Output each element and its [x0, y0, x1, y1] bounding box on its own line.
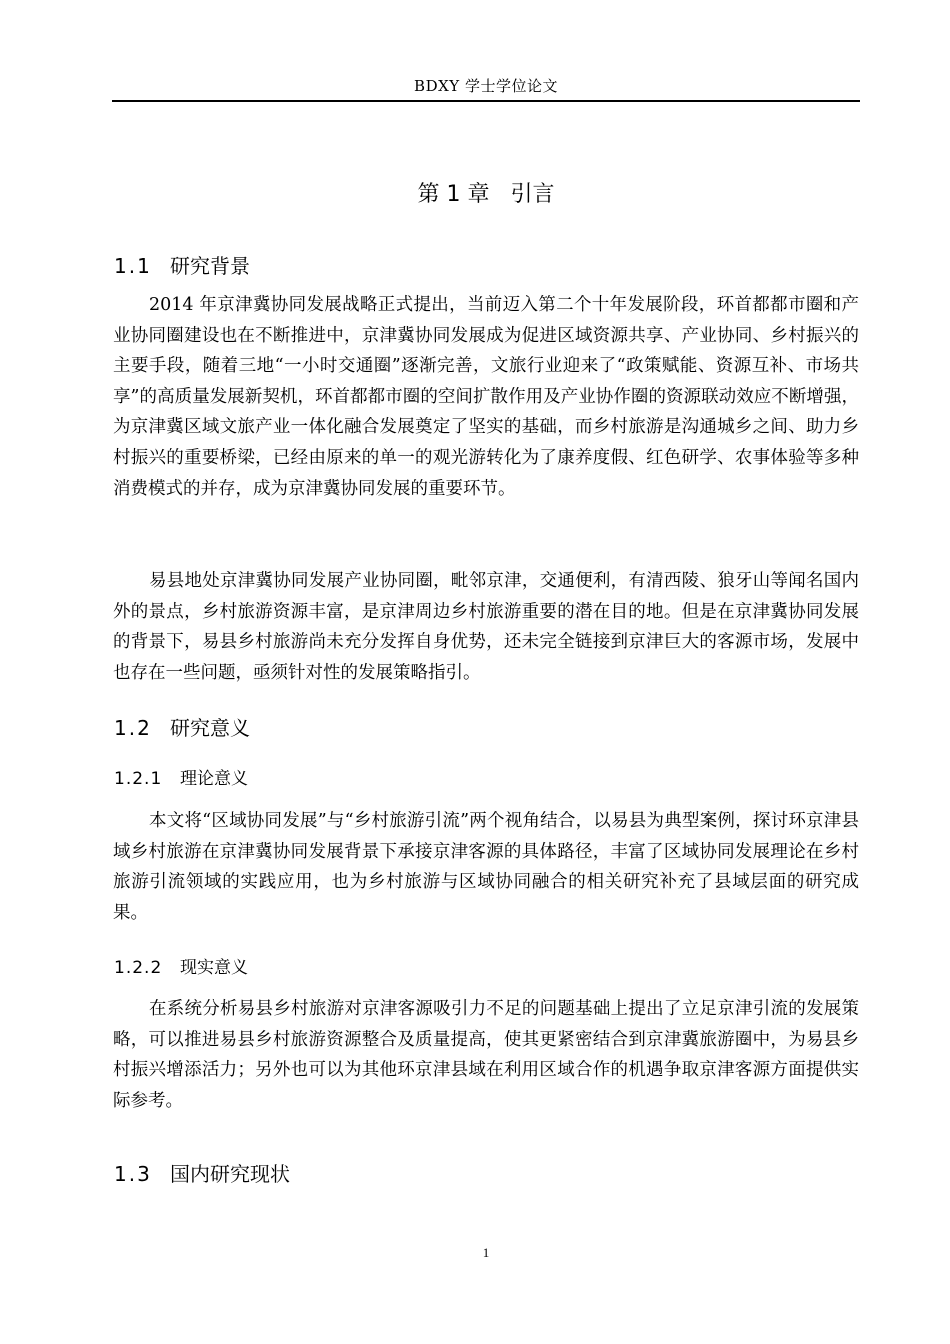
section-title: 研究背景: [170, 254, 250, 278]
subsection-number: 1.2.1: [114, 769, 163, 789]
section-title: 国内研究现状: [170, 1162, 290, 1186]
subsection-title: 理论意义: [180, 769, 248, 789]
section-number: 1.2: [114, 716, 152, 740]
section-heading-1-3: [114, 1161, 290, 1187]
section-heading-1-2: [114, 715, 250, 741]
paragraph-practical-significance: 在系统分析易县乡村旅游对京津客源吸引力不足的问题基础上提出了立足京津引流的发展策略，可以推进易县乡村旅游资源整合及质量提高，使其更紧密结合到京津冀旅游圈中，为易县乡村振兴增添活力；另外也可以为其他环京津县域在利用区域合作的机遇争取京津客源方面提供实际参考。: [113, 999, 859, 1111]
subsection-heading-1-2-1: [114, 767, 248, 791]
paragraph-theoretical-significance: 本文将“区域协同发展”与“乡村旅游引流”两个视角结合，以易县为典型案例，探讨环京津县域乡村旅游在京津冀协同发展背景下承接京津客源的具体路径，丰富了区域协同发展理论在乡村旅游引流领域的实践应用，也为乡村旅游与区域协同融合的相关研究补充了县域层面的研究成果。: [113, 811, 859, 923]
chapter-title: 第 1 章 引言: [417, 182, 555, 207]
page-number: 1: [482, 1245, 490, 1260]
header-rule: [112, 100, 860, 102]
subsection-title: 现实意义: [180, 958, 248, 978]
section-number: 1.1: [114, 254, 152, 278]
subsection-heading-1-2-2: [114, 956, 248, 980]
paragraph-background-2: 易县地处京津冀协同发展产业协同圈，毗邻京津，交通便利，有清西陵、狼牙山等闻名国内外的景点，乡村旅游资源丰富，是京津周边乡村旅游重要的潜在目的地。但是在京津冀协同发展的背景下，易县乡村旅游尚未充分发挥自身优势，还未完全链接到京津巨大的客源市场，发展中也存在一些问题，亟须针对性的发展策略指引。: [113, 571, 859, 683]
paragraph-background-1: 2014 年京津冀协同发展战略正式提出，当前迈入第二个十年发展阶段，环首都都市圈和产业协同圈建设也在不断推进中，京津冀协同发展成为促进区域资源共享、产业协同、乡村振兴的主要手段，随着三地“一小时交通圈”逐渐完善，文旅行业迎来了“政策赋能、资源互补、市场共享”的高质量发展新契机，环首都都市圈的空间扩散作用及产业协作圈的资源联动效应不断增强，为京津冀区域文旅产业一体化融合发展奠定了坚实的基础，而乡村旅游是沟通城乡之间、助力乡村振兴的重要桥梁，已经由原来的单一的观光游转化为了康养度假、红色研学、农事体验等多种消费模式的并存，成为京津冀协同发展的重要环节。: [113, 295, 859, 499]
section-heading-1-1: [114, 253, 250, 279]
running-header: BDXY 学士学位论文: [414, 77, 558, 95]
subsection-number: 1.2.2: [114, 958, 163, 978]
section-title: 研究意义: [170, 716, 250, 740]
section-number: 1.3: [114, 1162, 152, 1186]
